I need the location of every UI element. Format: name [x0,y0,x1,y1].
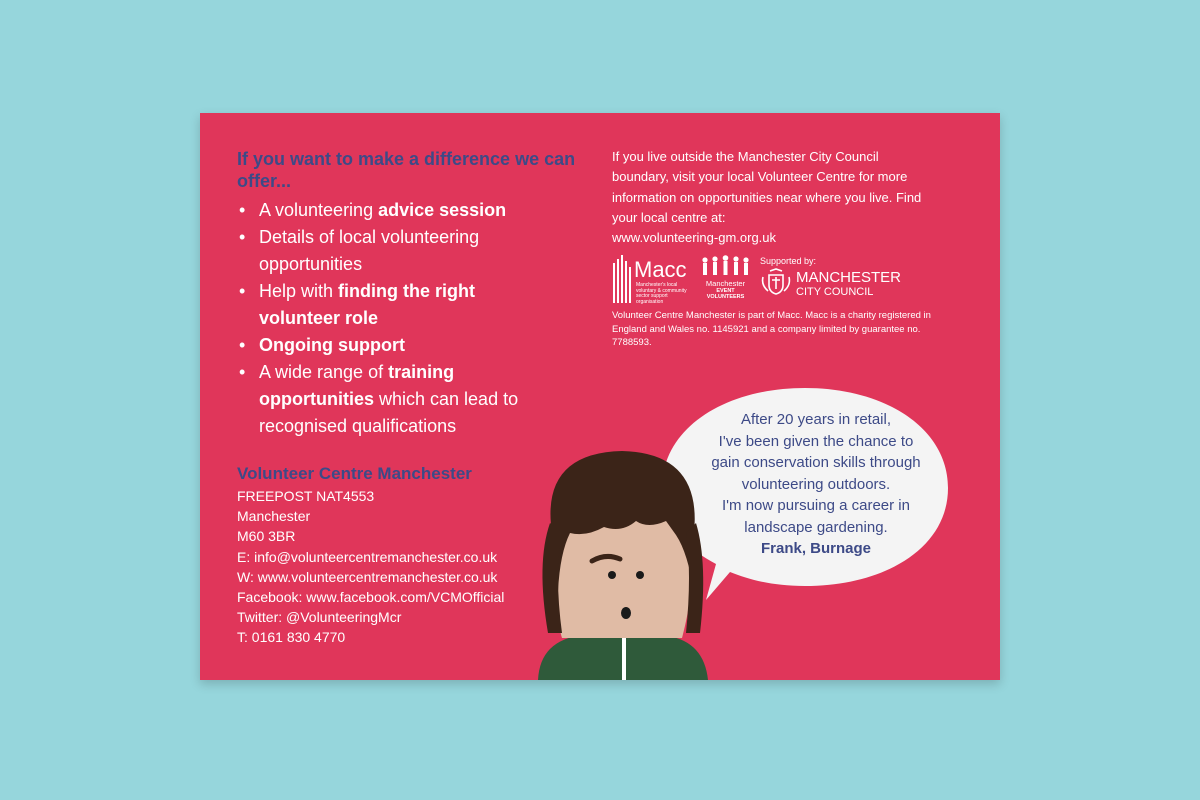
outside-url[interactable]: www.volunteering-gm.org.uk [612,230,777,246]
face [550,518,693,638]
quote-line: I've been given the chance to [718,432,914,450]
macc-tagline: Manchester's local voluntary & community sector support organisation [636,282,687,305]
event-volunteers-logo [698,255,753,303]
contact-website[interactable]: W: www.volunteercentremanchester.co.uk [237,568,498,585]
left-eye [608,571,616,579]
outside-text: If you live outside the Manchester City Council boundary, visit your local Volunteer Centre for more information on opportunities near where you live. Find your local centre at: [612,149,922,225]
contact-line: FREEPOST NAT4553 [237,488,375,504]
offer-item: • A wide range of training opportunities which can lead to recognised qualifications [237,359,557,440]
offer-item: • Help with finding the right volunteer role [237,278,557,332]
org-title: Volunteer Centre Manchester [237,464,472,483]
event-volunteers-sub: EVENT VOLUNTEERS [706,288,745,300]
offer-item: • Ongoing support [237,332,557,359]
contact-block [237,486,504,648]
right-eye [636,571,644,579]
contact-phone: T: 0161 830 4770 [237,629,346,646]
macc-bars-icon [612,255,634,303]
frank-illustration [520,443,720,680]
logo-strip [612,253,942,308]
charity-statement: Volunteer Centre Manchester is part of Macc. Macc is a charity registered in England and Wales no. 1145921 and a company limited by guarantee no. 7788593. [612,310,931,348]
jacket-zip [622,633,626,680]
quote-text [683,409,949,560]
quote-line: gain conservation skills through [711,454,921,471]
council-name: MANCHESTER [796,269,902,286]
offer-heading: If you want to make a difference we can offer... [237,149,576,191]
contact-email[interactable]: E: info@volunteercentremanchester.co.uk [237,548,498,565]
offer-list [237,197,557,440]
macc-wordmark: Macc [634,257,687,282]
offer-item: • Details of local volunteering opportunities [237,224,557,278]
contact-facebook[interactable]: Facebook: www.facebook.com/VCMOfficial [237,589,505,606]
outside-info [612,147,932,248]
macc-logo [612,255,694,303]
council-crest-icon [760,267,792,297]
offer-item: • A volunteering advice session [237,197,557,224]
supported-by-label: Supported by: [760,256,817,266]
event-volunteers-city: Manchester [705,279,746,288]
people-icon [698,255,753,279]
postcard [200,113,1000,680]
contact-line: M60 3BR [237,528,296,545]
quote-line: After 20 years in retail, [740,411,892,428]
quote-line: I'm now pursuing a career in [722,497,910,514]
contact-twitter[interactable]: Twitter: @VolunteeringMcr [237,609,402,626]
mouth [621,607,631,619]
quote-author: Frank, Burnage [760,540,872,557]
council-subname: CITY COUNCIL [796,286,874,298]
quote-line: volunteering outdoors. [741,475,891,493]
quote-line: landscape gardening. [744,518,888,536]
contact-line: Manchester [237,508,311,525]
